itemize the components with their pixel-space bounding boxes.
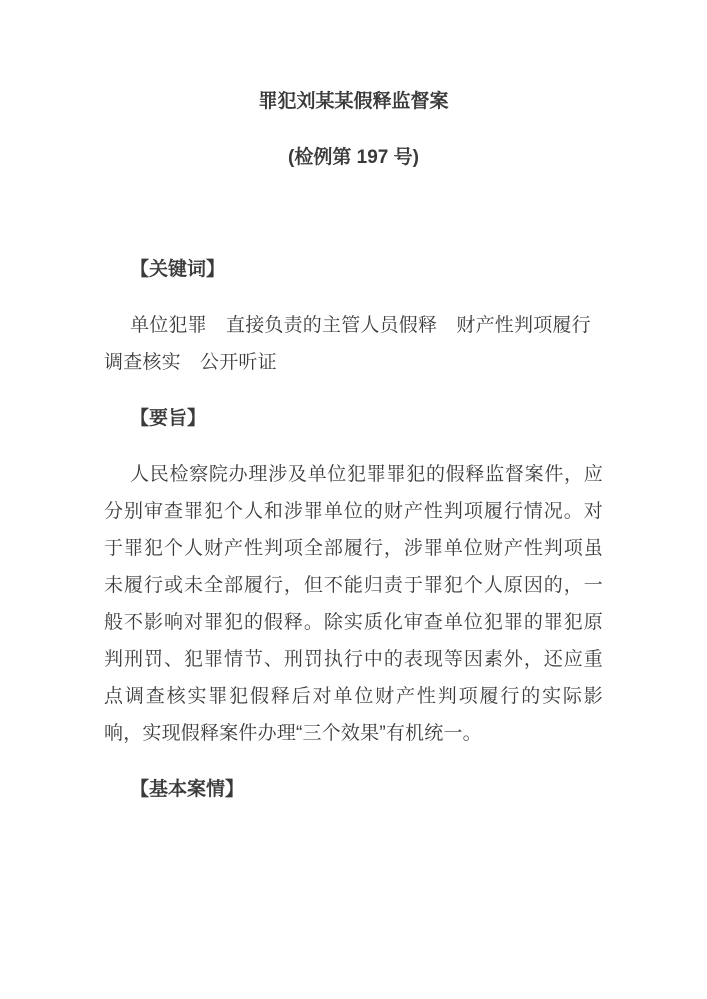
blank-line xyxy=(104,195,603,232)
summary-text: 人民检察院办理涉及单位犯罪罪犯的假释监督案件，应分别审查罪犯个人和涉罪单位的财产性判项履行情况。对于罪犯个人财产性判项全部履行，涉罪单位财产性判项虽未履行或未全部履行，但不能归责于罪犯个人原因的，一般不影响对罪犯的假释。除实质化审查单位犯罪的罪犯原判刑罚、犯罪情节、刑罚执行中的表现等因素外，还应重点调查核实罪犯假释后对单位财产性判项履行的实际影响，实现假释案件办理“三个效果”有机统一。 xyxy=(104,464,603,744)
summary-heading: 【要旨】 xyxy=(130,408,207,429)
case-number: (检例第 197 号) xyxy=(288,147,419,168)
keywords-text: 单位犯罪 直接负责的主管人员假释 财产性判项履行 调查核实 公开听证 xyxy=(104,315,611,373)
basic-facts-heading: 【基本案情】 xyxy=(130,779,245,800)
keywords-heading: 【关键词】 xyxy=(130,259,226,280)
document-title: 罪犯刘某某假释监督案 xyxy=(258,91,449,112)
